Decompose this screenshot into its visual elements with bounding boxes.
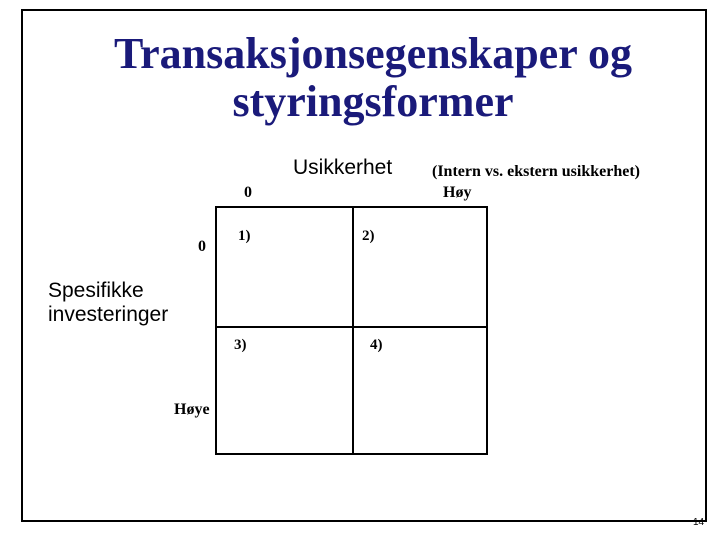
quadrant-1-label: 1) [238,228,251,244]
quadrant-4-label: 4) [370,337,383,353]
page-number: 14 [693,517,705,528]
quadrant-2-label: 2) [362,228,375,244]
uncertainty-high-label: Høy [443,184,472,201]
title-line-2: styringsformer [232,77,514,126]
quadrant-3-label: 3) [234,337,247,353]
investment-high-label: Høye [174,401,210,418]
uncertainty-low-label: 0 [244,184,252,201]
title-line-1: Transaksjonsegenskaper og [114,29,632,78]
grid-outer-box [216,207,487,454]
investment-axis-label-line-1: Spesifikke [48,279,144,302]
uncertainty-axis-label: Usikkerhet [293,156,393,179]
investment-low-label: 0 [198,238,206,255]
uncertainty-axis-note: (Intern vs. ekstern usikkerhet) [432,163,640,180]
investment-axis-label-line-2: investeringer [48,303,169,326]
